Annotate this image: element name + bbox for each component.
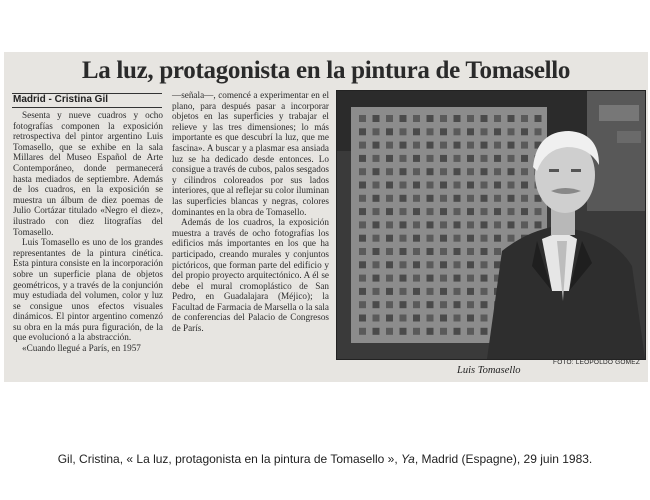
artwork-cube <box>400 315 407 322</box>
artwork-cube <box>359 235 366 242</box>
artwork-cube <box>359 328 366 335</box>
artwork-cube <box>400 275 407 282</box>
artwork-cube <box>494 248 501 255</box>
artwork-cube <box>373 328 380 335</box>
citation <box>0 452 650 466</box>
artwork-cube <box>359 288 366 295</box>
artwork-cube <box>440 208 447 215</box>
artwork-cube <box>440 275 447 282</box>
artwork-cube <box>386 301 393 308</box>
artwork-cube <box>386 208 393 215</box>
artwork-cube <box>400 261 407 268</box>
artwork-cube <box>440 221 447 228</box>
artwork-cube <box>467 208 474 215</box>
artwork-cube <box>494 155 501 162</box>
artwork-cube <box>427 235 434 242</box>
artwork-cube <box>440 155 447 162</box>
artwork-cube <box>454 128 461 135</box>
artwork-cube <box>467 275 474 282</box>
artwork-cube <box>400 128 407 135</box>
artwork-cube <box>440 315 447 322</box>
artwork-cube <box>467 142 474 149</box>
artwork-cube <box>481 301 488 308</box>
artwork-cube <box>413 221 420 228</box>
artwork-cube <box>427 301 434 308</box>
artwork-cube <box>400 208 407 215</box>
artwork-cube <box>454 301 461 308</box>
artwork-cube <box>386 235 393 242</box>
newspaper-clipping <box>4 52 648 382</box>
artwork-cube <box>454 182 461 189</box>
artwork-cube <box>494 208 501 215</box>
artwork-cube <box>481 315 488 322</box>
artwork-cube <box>373 208 380 215</box>
artwork-cube <box>359 195 366 202</box>
artwork-cube <box>413 115 420 122</box>
artwork-cube <box>535 208 542 215</box>
artwork-cube <box>427 155 434 162</box>
artwork-cube <box>427 248 434 255</box>
artwork-cube <box>359 168 366 175</box>
artist-photo <box>336 90 646 360</box>
artwork-cube <box>413 128 420 135</box>
artwork-cube <box>481 142 488 149</box>
article-byline: Madrid - Cristina Gil <box>13 94 109 105</box>
artwork-cube <box>359 248 366 255</box>
artwork-cube <box>467 128 474 135</box>
artwork-cube <box>440 248 447 255</box>
artwork-cube <box>481 195 488 202</box>
artwork-cube <box>481 275 488 282</box>
paragraph: —señala—, comencé a experimentar en el plano, para después pasar a incorporar objetos en las superficies y trabajar el relieve y las tres dimensiones; lo más importante es que descubrí la luz, que me fascina». A buscar y a plasmar esa ansiada luz se ha dedicado desde entonces. Lo consigue a través de cubos, palos sesgados y cilindros coloreados por sus lados interiores, que al reflejar su color iluminan las superficies blancas y negras, colores dominantes en la obra de Tomasello. <box>172 90 329 217</box>
artwork-cube <box>386 315 393 322</box>
artwork-cube <box>454 115 461 122</box>
artwork-cube <box>481 328 488 335</box>
paragraph: Sesenta y nueve cuadros y ocho fotografías componen la exposición retrospectiva del pintor argentino Luis Tomasello, que se exhibe en la sala Millares del Museo Español de Arte Contemporáneo, donde permanecerá hasta mediados de septiembre. Además de los cuadros, en la exposición se muestra un álbum de diez poemas de Julio Cortázar titulado «Negro el diez», ilustrado con diez litografías del Tomasello. <box>13 110 163 237</box>
artwork-cube <box>427 115 434 122</box>
artwork-cube <box>521 155 528 162</box>
citation-source: Ya <box>401 452 415 466</box>
artwork-cube <box>400 301 407 308</box>
artwork-cube <box>386 182 393 189</box>
artwork-cube <box>481 221 488 228</box>
artwork-cube <box>373 168 380 175</box>
artwork-cube <box>373 115 380 122</box>
artwork-cube <box>400 235 407 242</box>
photo-caption: Luis Tomasello <box>457 365 521 376</box>
artwork-cube <box>454 142 461 149</box>
artwork-cube <box>427 142 434 149</box>
artwork-cube <box>440 142 447 149</box>
artwork-cube <box>521 221 528 228</box>
artwork-cube <box>467 155 474 162</box>
artwork-cube <box>359 182 366 189</box>
artwork-cube <box>508 155 515 162</box>
artwork-cube <box>481 155 488 162</box>
artwork-cube <box>359 208 366 215</box>
artwork-cube <box>440 182 447 189</box>
artwork-cube <box>400 182 407 189</box>
artwork-cube <box>359 315 366 322</box>
artwork-cube <box>440 301 447 308</box>
artwork-cube <box>508 208 515 215</box>
artwork-cube <box>427 182 434 189</box>
artwork-cube <box>467 195 474 202</box>
artwork-cube <box>373 182 380 189</box>
artwork-cube <box>373 221 380 228</box>
artwork-cube <box>481 248 488 255</box>
artwork-cube <box>508 128 515 135</box>
artwork-cube <box>427 328 434 335</box>
artwork-cube <box>454 248 461 255</box>
artwork-cube <box>440 168 447 175</box>
artwork-cube <box>413 208 420 215</box>
citation-prefix: Gil, Cristina, « La luz, protagonista en la pintura de Tomasello », <box>57 452 402 466</box>
artwork-cube <box>481 261 488 268</box>
article-column-1 <box>13 110 163 354</box>
artwork-cube <box>521 128 528 135</box>
paragraph: Además de los cuadros, la exposición muestra a través de ocho fotografías los edificios más importantes en los que ha participado, creando murales y conjuntos pictóricos, que forman parte del edificio y del propio proyecto arquitectónico. A él se debe el mural cromoplástico de San Pedro, en Guadalajara (Méjico); la Facultad de Farmacia de Marsella o la sala de conferencias del Palacio de Congresos de París. <box>172 217 329 334</box>
artwork-cube <box>535 128 542 135</box>
artwork-cube <box>386 248 393 255</box>
artwork-cube <box>386 155 393 162</box>
artwork-cube <box>373 128 380 135</box>
artwork-cube <box>521 115 528 122</box>
artwork-cube <box>413 155 420 162</box>
artwork-cube <box>494 182 501 189</box>
artwork-cube <box>359 275 366 282</box>
artwork-cube <box>521 208 528 215</box>
artwork-cube <box>373 288 380 295</box>
artwork-cube <box>373 248 380 255</box>
artwork-cube <box>386 142 393 149</box>
artwork-cube <box>400 288 407 295</box>
artwork-cube <box>359 261 366 268</box>
artwork-cube <box>494 235 501 242</box>
artwork-cube <box>508 235 515 242</box>
artwork-cube <box>481 168 488 175</box>
artwork-cube <box>508 168 515 175</box>
artwork-cube <box>373 315 380 322</box>
artwork-cube <box>427 275 434 282</box>
artwork-cube <box>481 115 488 122</box>
artwork-cube <box>373 142 380 149</box>
artwork-cube <box>467 315 474 322</box>
artwork-cube <box>440 115 447 122</box>
artwork-cube <box>454 328 461 335</box>
artwork-cube <box>467 221 474 228</box>
artwork-cube <box>467 182 474 189</box>
artwork-cube <box>454 208 461 215</box>
article-headline: La luz, protagonista en la pintura de Tomasello <box>81 57 571 84</box>
artwork-cube <box>386 275 393 282</box>
artwork-cube <box>454 221 461 228</box>
artwork-cube <box>427 168 434 175</box>
artwork-cube <box>413 328 420 335</box>
artwork-cube <box>359 301 366 308</box>
artwork-cube <box>521 142 528 149</box>
artwork-cube <box>508 115 515 122</box>
artwork-cube <box>467 288 474 295</box>
artwork-cube <box>373 275 380 282</box>
artwork-cube <box>481 182 488 189</box>
artwork-cube <box>413 301 420 308</box>
photo-illustration <box>337 91 645 359</box>
artwork-cube <box>494 142 501 149</box>
artwork-cube <box>481 128 488 135</box>
artwork-cube <box>413 315 420 322</box>
artwork-cube <box>481 235 488 242</box>
artwork-cube <box>467 235 474 242</box>
artwork-cube <box>454 235 461 242</box>
artwork-cube <box>413 235 420 242</box>
artwork-cube <box>494 221 501 228</box>
artwork-cube <box>359 128 366 135</box>
artwork-cube <box>386 221 393 228</box>
artwork-cube <box>508 195 515 202</box>
artwork-cube <box>467 115 474 122</box>
artwork-cube <box>373 195 380 202</box>
artwork-cube <box>494 168 501 175</box>
photo-credit: FOTO: LEOPOLDO GOMEZ <box>553 359 640 366</box>
artwork-cube <box>400 195 407 202</box>
artwork-cube <box>467 248 474 255</box>
artwork-cube <box>467 261 474 268</box>
artwork-cube <box>454 315 461 322</box>
artwork-cube <box>440 328 447 335</box>
artwork-cube <box>373 261 380 268</box>
artwork-cube <box>467 301 474 308</box>
artwork-cube <box>521 195 528 202</box>
artwork-cube <box>413 195 420 202</box>
artwork-cube <box>467 328 474 335</box>
artwork-cube <box>413 168 420 175</box>
artwork-cube <box>440 128 447 135</box>
artwork-cube <box>400 221 407 228</box>
artwork-cube <box>427 261 434 268</box>
artwork-cube <box>400 168 407 175</box>
artwork-cube <box>454 288 461 295</box>
citation-suffix: , Madrid (Espagne), 29 juin 1983. <box>414 452 593 466</box>
artwork-cube <box>386 261 393 268</box>
artwork-cube <box>386 128 393 135</box>
artwork-cube <box>521 182 528 189</box>
artwork-cube <box>454 168 461 175</box>
artwork-cube <box>535 221 542 228</box>
artwork-cube <box>373 235 380 242</box>
artwork-cube <box>521 168 528 175</box>
artwork-cube <box>440 235 447 242</box>
artwork-cube <box>454 261 461 268</box>
artwork-cube <box>386 328 393 335</box>
artwork-cube <box>413 248 420 255</box>
artwork-cube <box>535 115 542 122</box>
artwork-cube <box>508 182 515 189</box>
artwork-cube <box>386 168 393 175</box>
artwork-cube <box>467 168 474 175</box>
artwork-cube <box>427 128 434 135</box>
artwork-cube <box>400 115 407 122</box>
artwork-cube <box>386 115 393 122</box>
artwork-cube <box>400 248 407 255</box>
artwork-cube <box>440 288 447 295</box>
artwork-cube <box>508 142 515 149</box>
artwork-cube <box>400 155 407 162</box>
artwork-cube <box>454 195 461 202</box>
artwork-cube <box>373 301 380 308</box>
artwork-cube <box>359 155 366 162</box>
artwork-cube <box>481 208 488 215</box>
artwork-cube <box>494 115 501 122</box>
artwork-cube <box>427 221 434 228</box>
artwork-cube <box>481 288 488 295</box>
paragraph: «Cuando llegué a París, en 1957 <box>22 343 141 354</box>
artwork-cube <box>427 208 434 215</box>
artwork-cube <box>400 328 407 335</box>
artwork-cube <box>386 195 393 202</box>
article-column-2 <box>172 90 329 334</box>
byline-rule-bottom <box>12 107 162 108</box>
artwork-cube <box>413 142 420 149</box>
artwork-cube <box>359 142 366 149</box>
artwork-cube <box>440 261 447 268</box>
artwork-cube <box>508 221 515 228</box>
artwork-cube <box>427 195 434 202</box>
artwork-cube <box>454 155 461 162</box>
artwork-cube <box>413 261 420 268</box>
paragraph: Luis Tomasello es uno de los grandes representantes de la pintura cinética. Esta pintura consiste en la incorporación sobre un superficie plana de objetos geométricos, y a través de la conjunción muy estudiada del volumen, color y luz se consigue unos efectos visuales dinámicos. El pintor argentino comenzó su obra en la más pura figuración, de la que evolucionó a la abstracción. <box>13 237 163 343</box>
artwork-cube <box>494 195 501 202</box>
artwork-cube <box>454 275 461 282</box>
artwork-cube <box>373 155 380 162</box>
artwork-cube <box>400 142 407 149</box>
artwork-cube <box>427 288 434 295</box>
artwork-cube <box>359 221 366 228</box>
artwork-cube <box>494 128 501 135</box>
artwork-cube <box>413 182 420 189</box>
artwork-cube <box>386 288 393 295</box>
artwork-cube <box>413 275 420 282</box>
artwork-cube <box>427 315 434 322</box>
artwork-cube <box>359 115 366 122</box>
artwork-cube <box>440 195 447 202</box>
artwork-cube <box>413 288 420 295</box>
